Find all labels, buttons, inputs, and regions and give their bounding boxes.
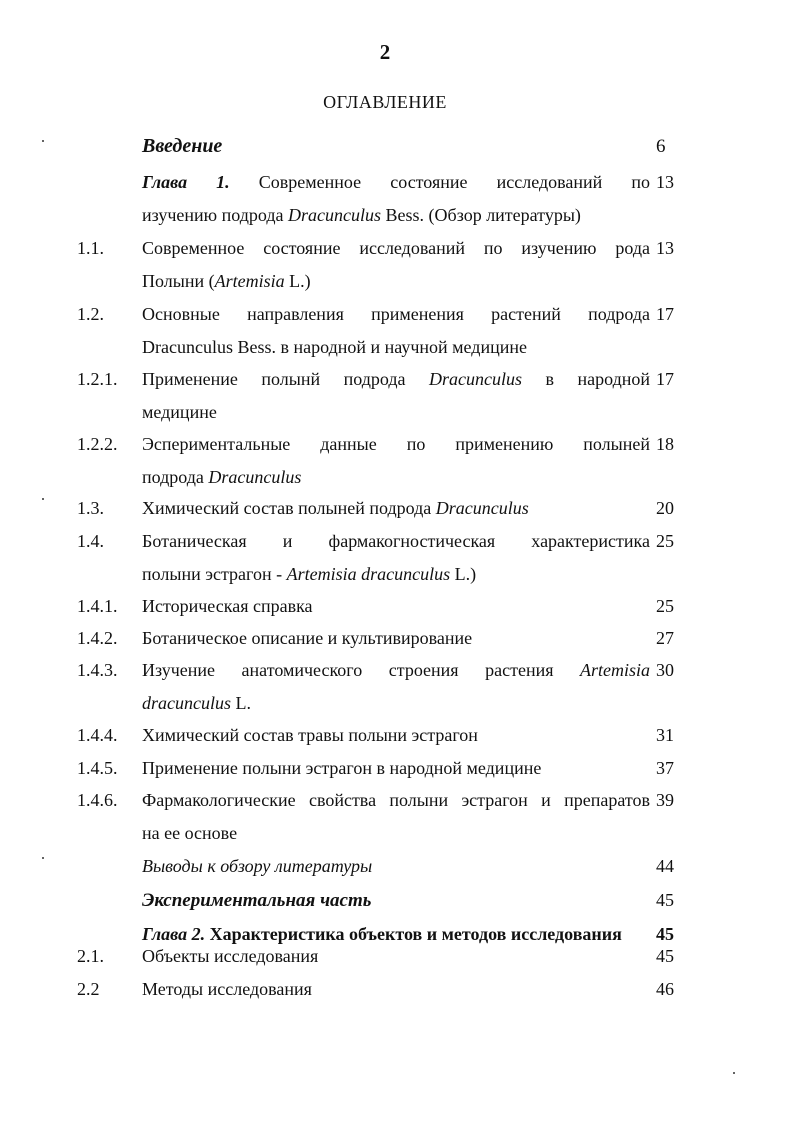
chapter1-line2-pre: изучению подрода — [142, 205, 289, 225]
entry-text: Применение полыни эстрагон в народной медицине — [142, 758, 542, 778]
entry-page: 13 — [656, 238, 674, 258]
entry-line2-italic: Dracunculus — [208, 467, 302, 487]
entry-text: Методы исследования — [142, 979, 312, 999]
entry-number: 1.2.2. — [77, 434, 118, 454]
entry-page: 45 — [656, 946, 674, 966]
entry-number: 1.1. — [77, 238, 104, 258]
entry-text — [142, 784, 650, 850]
entry-page: 17 — [656, 369, 674, 389]
scan-speck — [42, 498, 44, 500]
entry-page: 39 — [656, 790, 674, 810]
entry-line2-italic: Artemisia — [214, 271, 285, 291]
experimental-page: 45 — [656, 890, 674, 910]
entry-number: 1.4.2. — [77, 628, 118, 648]
chapter1-label: Глава 1. — [142, 172, 230, 192]
entry-number: 1.4.6. — [77, 790, 118, 810]
toc-title: ОГЛАВЛЕНИЕ — [323, 92, 447, 112]
entry-line1: Фармакологические свойства полыни эстрагон и препаратов — [142, 790, 650, 810]
intro-title: Введение — [142, 135, 223, 157]
entry-line2-pre: полыни эстрагон - — [142, 564, 287, 584]
chapter1-text — [142, 166, 650, 232]
entry-line2-post: L. — [231, 693, 251, 713]
chapter1-page: 13 — [656, 172, 674, 192]
experimental-text: Экспериментальная часть — [142, 890, 372, 911]
entry-page: 37 — [656, 758, 674, 778]
entry-number: 1.4.4. — [77, 725, 118, 745]
entry-line2-post: L.) — [450, 564, 477, 584]
entry-text — [142, 492, 650, 525]
entry-line2: Dracunculus Bess. в народной и научной медицине — [142, 337, 527, 357]
conclusions-text: Выводы к обзору литературы — [142, 856, 373, 876]
entry-text: Химический состав травы полыни эстрагон — [142, 725, 478, 745]
entry-text — [142, 298, 650, 364]
entry-line2-italic: Artemisia dracunculus — [286, 564, 451, 584]
entry-number: 1.2. — [77, 304, 104, 324]
entry-text: Ботаническое описание и культивирование — [142, 628, 473, 648]
entry-text — [142, 363, 650, 429]
page-number: 2 — [379, 40, 391, 64]
chapter1-line2-italic: Dracunculus — [288, 205, 382, 225]
entry-page: 20 — [656, 498, 674, 518]
conclusions-page: 44 — [656, 856, 674, 876]
entry-line2-pre: подрода — [142, 467, 209, 487]
entry-text — [142, 428, 650, 494]
entry-line1: Ботаническая и фармакогностическая характеристика — [142, 531, 650, 551]
entry-text: Историческая справка — [142, 596, 313, 616]
entry-line2-italic: dracunculus — [142, 693, 231, 713]
chapter2-label: Глава 2. — [142, 924, 206, 944]
entry-page: 25 — [656, 596, 674, 616]
scan-speck — [42, 140, 44, 142]
entry-line2-post: L.) — [284, 271, 311, 291]
entry-number: 1.4. — [77, 531, 104, 551]
entry-number: 1.3. — [77, 498, 104, 518]
entry-text — [142, 232, 650, 298]
entry-number: 1.4.1. — [77, 596, 118, 616]
entry-number: 2.1. — [77, 946, 104, 966]
entry-line1-italic: Artemisia — [580, 660, 650, 680]
entry-line1: Эспериментальные данные по применению полыней — [142, 434, 650, 454]
entry-line1: Современное состояние исследований по изучению рода — [142, 238, 650, 258]
entry-line2: медицине — [142, 402, 217, 422]
entry-line1: Основные направления применения растений подрода — [142, 304, 650, 324]
entry-page: 30 — [656, 660, 674, 680]
entry-page: 46 — [656, 979, 674, 999]
entry-line2: на ее основе — [142, 823, 238, 843]
entry-number: 1.4.5. — [77, 758, 118, 778]
scan-speck — [733, 1072, 735, 1074]
chapter1-line2-post: Bess. (Обзор литературы) — [381, 205, 581, 225]
intro-page: 6 — [656, 136, 666, 157]
entry-number: 1.4.3. — [77, 660, 118, 680]
entry-line1-post: в народной — [522, 369, 651, 389]
chapter2-page: 45 — [656, 924, 674, 944]
chapter1-line1: Современное состояние исследований по — [258, 172, 650, 192]
chapter2-title: Характеристика объектов и методов исследования — [205, 924, 622, 944]
entry-text — [142, 525, 650, 591]
entry-page: 25 — [656, 531, 674, 551]
entry-page: 18 — [656, 434, 674, 454]
entry-line1-pre: Применение полынй подрода — [142, 369, 429, 389]
scan-speck — [42, 857, 44, 859]
entry-page: 17 — [656, 304, 674, 324]
entry-line1-pre: Изучение анатомического строения растения — [142, 660, 580, 680]
entry-number: 1.2.1. — [77, 369, 118, 389]
entry-line1-italic: Dracunculus — [429, 369, 522, 389]
entry-text — [142, 654, 650, 720]
entry-text-italic: Dracunculus — [435, 498, 529, 518]
entry-line2-pre: Полыни ( — [142, 271, 215, 291]
entry-page: 27 — [656, 628, 674, 648]
entry-text-pre: Химический состав полыней подрода — [142, 498, 436, 518]
entry-number: 2.2 — [77, 979, 100, 999]
entry-text: Объекты исследования — [142, 946, 319, 966]
entry-page: 31 — [656, 725, 674, 745]
